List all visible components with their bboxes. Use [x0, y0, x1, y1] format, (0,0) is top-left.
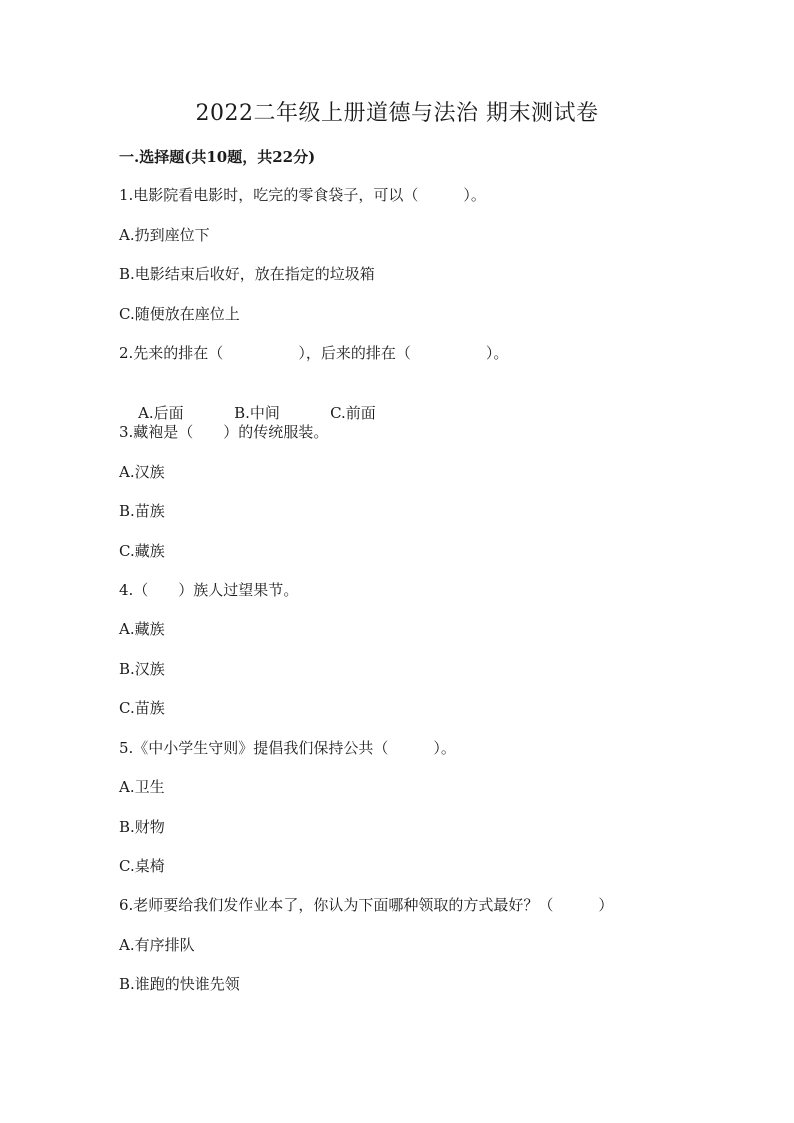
- question-2-option-c: C.前面: [330, 404, 376, 422]
- question-1-stem: 1.电影院看电影时，吃完的零食袋子，可以（ ）。: [119, 186, 486, 204]
- question-1-option-a: A.扔到座位下: [119, 226, 210, 244]
- question-3-option-c: C.藏族: [119, 542, 165, 560]
- question-4-option-b: B.汉族: [119, 660, 165, 678]
- page-title: 2022二年级上册道德与法治 期末测试卷: [195, 101, 599, 126]
- question-2-stem: 2.先来的排在（ ），后来的排在（ ）。: [119, 344, 509, 362]
- question-1-option-b: B.电影结束后收好，放在指定的垃圾箱: [119, 265, 375, 283]
- question-6-option-a: A.有序排队: [119, 936, 195, 954]
- question-3-option-a: A.汉族: [119, 463, 165, 481]
- question-4-stem: 4.（ ）族人过望果节。: [119, 581, 299, 599]
- section-heading: 一.选择题(共10题，共22分): [119, 148, 316, 166]
- question-5-option-a: A.卫生: [119, 778, 165, 796]
- question-6-stem: 6.老师要给我们发作业本了，你认为下面哪种领取的方式最好？（ ）: [119, 896, 614, 914]
- question-2-option-b: B.中间: [234, 404, 280, 422]
- question-4-option-c: C.苗族: [119, 699, 165, 717]
- question-2-option-a: A.后面: [138, 404, 184, 422]
- question-1-option-c: C.随便放在座位上: [119, 305, 240, 323]
- question-5-stem: 5.《中小学生守则》提倡我们保持公共（ ）。: [119, 739, 456, 757]
- question-3-stem: 3.藏袍是（ ）的传统服装。: [119, 423, 329, 441]
- question-3-option-b: B.苗族: [119, 502, 165, 520]
- question-6-option-b: B.谁跑的快谁先领: [119, 975, 240, 993]
- question-5-option-c: C.桌椅: [119, 857, 165, 875]
- question-5-option-b: B.财物: [119, 818, 165, 836]
- question-4-option-a: A.藏族: [119, 620, 165, 638]
